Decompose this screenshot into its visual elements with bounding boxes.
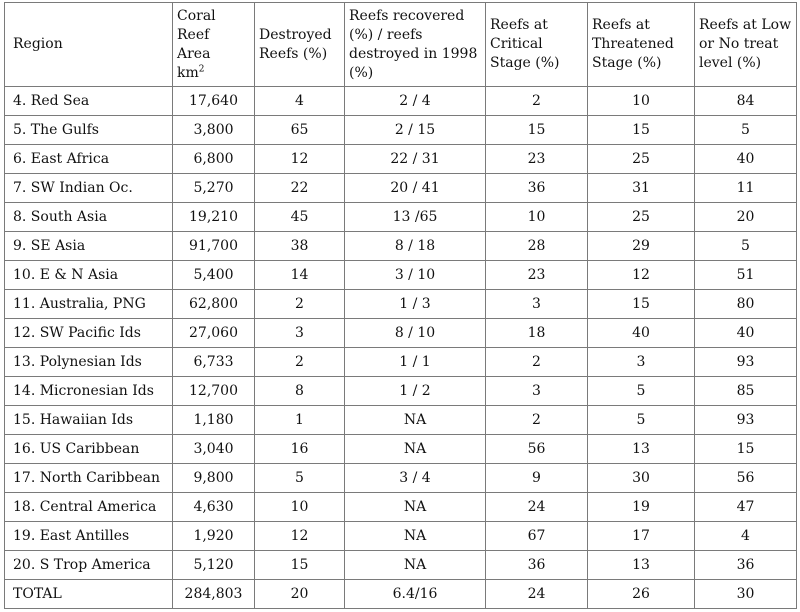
region-cell: 6. East Africa <box>5 145 173 174</box>
area-cell: 6,800 <box>173 145 255 174</box>
table-row <box>5 319 797 348</box>
recovered-cell: 8 / 10 <box>345 319 486 348</box>
critical-cell: 18 <box>486 319 588 348</box>
coral-reef-table-container <box>4 2 796 608</box>
low-cell: 5 <box>695 232 797 261</box>
threatened-cell: 29 <box>588 232 695 261</box>
recovered-cell: 1 / 3 <box>345 290 486 319</box>
low-cell: 4 <box>695 522 797 551</box>
recovered-cell: 20 / 41 <box>345 174 486 203</box>
header-threatened: Reefs at Threatened Stage (%) <box>588 3 695 87</box>
critical-cell: 67 <box>486 522 588 551</box>
table-row <box>5 406 797 435</box>
destroyed-cell: 2 <box>255 348 345 377</box>
destroyed-cell: 38 <box>255 232 345 261</box>
critical-cell: 36 <box>486 174 588 203</box>
region-cell: 14. Micronesian Ids <box>5 377 173 406</box>
critical-cell: 24 <box>486 580 588 609</box>
threatened-cell: 13 <box>588 435 695 464</box>
area-cell: 3,800 <box>173 116 255 145</box>
threatened-cell: 5 <box>588 406 695 435</box>
table-row <box>5 464 797 493</box>
low-cell: 30 <box>695 580 797 609</box>
header-low: Reefs at Low or No treat level (%) <box>695 3 797 87</box>
recovered-cell: 1 / 2 <box>345 377 486 406</box>
destroyed-cell: 16 <box>255 435 345 464</box>
region-cell: 4. Red Sea <box>5 87 173 116</box>
low-cell: 51 <box>695 261 797 290</box>
threatened-cell: 17 <box>588 522 695 551</box>
threatened-cell: 25 <box>588 145 695 174</box>
destroyed-cell: 5 <box>255 464 345 493</box>
region-cell: 15. Hawaiian Ids <box>5 406 173 435</box>
region-cell: 12. SW Pacific Ids <box>5 319 173 348</box>
area-cell: 9,800 <box>173 464 255 493</box>
table-row <box>5 116 797 145</box>
low-cell: 93 <box>695 406 797 435</box>
table-row <box>5 261 797 290</box>
critical-cell: 24 <box>486 493 588 522</box>
critical-cell: 10 <box>486 203 588 232</box>
low-cell: 11 <box>695 174 797 203</box>
critical-cell: 23 <box>486 145 588 174</box>
critical-cell: 9 <box>486 464 588 493</box>
destroyed-cell: 65 <box>255 116 345 145</box>
destroyed-cell: 45 <box>255 203 345 232</box>
recovered-cell: NA <box>345 406 486 435</box>
table-row <box>5 174 797 203</box>
header-area: Coral Reef Area $km^2$ <box>173 3 255 87</box>
low-cell: 56 <box>695 464 797 493</box>
recovered-cell: 1 / 1 <box>345 348 486 377</box>
region-cell: 10. E & N Asia <box>5 261 173 290</box>
critical-cell: 3 <box>486 290 588 319</box>
header-row <box>5 3 797 87</box>
threatened-cell: 12 <box>588 261 695 290</box>
area-cell: 91,700 <box>173 232 255 261</box>
threatened-cell: 15 <box>588 290 695 319</box>
table-row <box>5 377 797 406</box>
threatened-cell: 40 <box>588 319 695 348</box>
area-cell: 17,640 <box>173 87 255 116</box>
region-cell: 9. SE Asia <box>5 232 173 261</box>
destroyed-cell: 3 <box>255 319 345 348</box>
table-body <box>5 87 797 609</box>
low-cell: 15 <box>695 435 797 464</box>
low-cell: 84 <box>695 87 797 116</box>
table-row <box>5 348 797 377</box>
table-row <box>5 203 797 232</box>
area-cell: 19,210 <box>173 203 255 232</box>
region-cell: 19. East Antilles <box>5 522 173 551</box>
table-row <box>5 290 797 319</box>
region-cell: 8. South Asia <box>5 203 173 232</box>
table-row <box>5 435 797 464</box>
area-cell: 3,040 <box>173 435 255 464</box>
critical-cell: 56 <box>486 435 588 464</box>
area-cell: 6,733 <box>173 348 255 377</box>
critical-cell: 15 <box>486 116 588 145</box>
recovered-cell: 2 / 4 <box>345 87 486 116</box>
destroyed-cell: 1 <box>255 406 345 435</box>
table-row <box>5 145 797 174</box>
critical-cell: 28 <box>486 232 588 261</box>
threatened-cell: 10 <box>588 87 695 116</box>
table-row <box>5 493 797 522</box>
threatened-cell: 26 <box>588 580 695 609</box>
recovered-cell: 8 / 18 <box>345 232 486 261</box>
destroyed-cell: 22 <box>255 174 345 203</box>
recovered-cell: 13 /65 <box>345 203 486 232</box>
recovered-cell: NA <box>345 551 486 580</box>
area-cell: 12,700 <box>173 377 255 406</box>
header-critical: Reefs at Critical Stage (%) <box>486 3 588 87</box>
low-cell: 20 <box>695 203 797 232</box>
destroyed-cell: 2 <box>255 290 345 319</box>
threatened-cell: 30 <box>588 464 695 493</box>
region-cell: 11. Australia, PNG <box>5 290 173 319</box>
low-cell: 93 <box>695 348 797 377</box>
low-cell: 5 <box>695 116 797 145</box>
region-cell: 13. Polynesian Ids <box>5 348 173 377</box>
coral-reef-status-table <box>4 2 797 609</box>
region-cell: TOTAL <box>5 580 173 609</box>
recovered-cell: NA <box>345 522 486 551</box>
recovered-cell: NA <box>345 493 486 522</box>
recovered-cell: 2 / 15 <box>345 116 486 145</box>
destroyed-cell: 10 <box>255 493 345 522</box>
recovered-cell: 22 / 31 <box>345 145 486 174</box>
recovered-cell: 3 / 4 <box>345 464 486 493</box>
total-row <box>5 580 797 609</box>
destroyed-cell: 8 <box>255 377 345 406</box>
area-cell: 5,270 <box>173 174 255 203</box>
destroyed-cell: 15 <box>255 551 345 580</box>
destroyed-cell: 20 <box>255 580 345 609</box>
low-cell: 40 <box>695 319 797 348</box>
threatened-cell: 19 <box>588 493 695 522</box>
table-row <box>5 232 797 261</box>
region-cell: 7. SW Indian Oc. <box>5 174 173 203</box>
destroyed-cell: 4 <box>255 87 345 116</box>
table-row <box>5 551 797 580</box>
table-row <box>5 522 797 551</box>
critical-cell: 2 <box>486 87 588 116</box>
recovered-cell: NA <box>345 435 486 464</box>
critical-cell: 36 <box>486 551 588 580</box>
threatened-cell: 3 <box>588 348 695 377</box>
region-cell: 17. North Caribbean <box>5 464 173 493</box>
low-cell: 80 <box>695 290 797 319</box>
critical-cell: 23 <box>486 261 588 290</box>
destroyed-cell: 14 <box>255 261 345 290</box>
threatened-cell: 31 <box>588 174 695 203</box>
recovered-cell: 3 / 10 <box>345 261 486 290</box>
table-row <box>5 87 797 116</box>
destroyed-cell: 12 <box>255 145 345 174</box>
low-cell: 40 <box>695 145 797 174</box>
area-cell: 27,060 <box>173 319 255 348</box>
critical-cell: 2 <box>486 348 588 377</box>
region-cell: 20. S Trop America <box>5 551 173 580</box>
header-destroyed: Destroyed Reefs (%) <box>255 3 345 87</box>
region-cell: 5. The Gulfs <box>5 116 173 145</box>
critical-cell: 3 <box>486 377 588 406</box>
area-cell: 1,920 <box>173 522 255 551</box>
threatened-cell: 13 <box>588 551 695 580</box>
threatened-cell: 15 <box>588 116 695 145</box>
header-recovered: Reefs recovered (%) / reefs destroyed in 1998 (%) <box>345 3 486 87</box>
region-cell: 16. US Caribbean <box>5 435 173 464</box>
area-cell: 1,180 <box>173 406 255 435</box>
threatened-cell: 25 <box>588 203 695 232</box>
destroyed-cell: 12 <box>255 522 345 551</box>
low-cell: 36 <box>695 551 797 580</box>
area-cell: 62,800 <box>173 290 255 319</box>
header-region: Region <box>5 3 173 87</box>
threatened-cell: 5 <box>588 377 695 406</box>
area-cell: 5,400 <box>173 261 255 290</box>
critical-cell: 2 <box>486 406 588 435</box>
area-cell: 4,630 <box>173 493 255 522</box>
low-cell: 85 <box>695 377 797 406</box>
region-cell: 18. Central America <box>5 493 173 522</box>
recovered-cell: 6.4/16 <box>345 580 486 609</box>
area-cell: 284,803 <box>173 580 255 609</box>
low-cell: 47 <box>695 493 797 522</box>
area-cell: 5,120 <box>173 551 255 580</box>
